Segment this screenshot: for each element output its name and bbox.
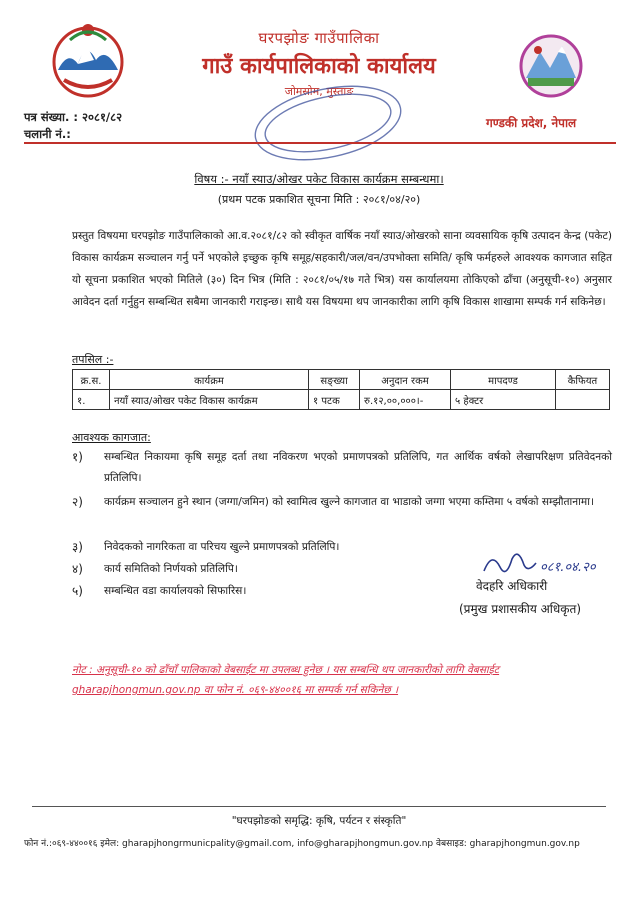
table-header-row [73, 370, 610, 390]
list-item-number: ५) [72, 584, 83, 598]
footer-motto: "घरपझोङको समृद्धि: कृषि, पर्यटन र संस्कृति" [231, 815, 407, 827]
col-criteria: मापदण्ड [451, 370, 556, 390]
col-program: कार्यक्रम [110, 370, 309, 390]
list-item-text: निवेदकको नागरिकता वा परिचय खुल्ने प्रमाणपत्रको प्रतिलिपि। [104, 541, 340, 553]
list-item-text: कार्यक्रम सञ्चालन हुने स्थान (जग्गा/जमिन) को स्वामित्व खुल्ने कागजात वा भाडाको जग्गा भएमा कम्तिमा ५ वर्षको सम्झौतानामा। [104, 496, 594, 508]
list-item [72, 537, 452, 558]
signature-icon [478, 545, 628, 581]
list-item-text: कार्य समितिको निर्णयको प्रतिलिपि। [104, 563, 238, 575]
documents-heading: आवश्यक कागजात: [72, 431, 151, 444]
col-remarks: कैफियत [556, 370, 610, 390]
list-item [72, 581, 452, 602]
list-item-number: ४) [72, 562, 83, 576]
list-item-text: सम्बन्धित निकायमा कृषि समूह दर्ता तथा नविकरण भएको प्रमाणपत्रको प्रतिलिपि, गत आर्थिक वर्षको लेखापरिक्षण प्रतिवेदनको प्रतिलिपि। [104, 451, 612, 484]
signatory-title: (प्रमुख प्रशासकीय अधिकृत) [459, 602, 582, 616]
footer-divider [32, 806, 606, 807]
table-cell [556, 390, 610, 410]
table-cell: रु.१२,००,०००।- [360, 390, 451, 410]
footnote: नोट : अनुसूची-१० को ढाँचाँ पालिकाको वेबसाईट मा उपलब्ध हुनेछ । यस सम्बन्धि थप जानकारीको लागि वेबसाईट gharapjhongmun.gov.np वा फोन नं. ०६९-४४००१६ मा सम्पर्क गर्न सकिनेछ । [72, 664, 500, 696]
table-cell: नयाँ स्याउ/ओखर पकेट विकास कार्यक्रम [110, 390, 309, 410]
list-item [72, 492, 612, 513]
list-item [72, 447, 612, 489]
program-table [72, 369, 610, 410]
table-cell: १. [73, 390, 110, 410]
office-stamp-icon [248, 78, 408, 168]
list-item [72, 559, 452, 580]
letter-number: पत्र संख्या. : २०८१/८२ [24, 110, 123, 124]
col-count: सङ्ख्या [309, 370, 360, 390]
office-address: जोमसोम, मुस्ताङ [284, 85, 354, 98]
footer-contact: फोन नं.:०६९-४४००१६ इमेल: gharapjhongrmunicpality@gmail.com, info@gharapjhongmun.gov.np वेबसाइड: gharapjhongmun.gov.np [24, 839, 580, 849]
list-item-number: २) [72, 495, 83, 509]
list-item-number: १) [72, 450, 83, 464]
signatory-name: वेदहरि अधिकारी [476, 579, 548, 593]
office-name-line2: गाउँ कार्यपालिकाको कार्यालय [202, 54, 436, 79]
subject-line: विषय :- नयाँ स्याउ/ओखर पकेट विकास कार्यक्रम सम्बन्धमा। [194, 172, 444, 186]
col-serial: क्र.स. [73, 370, 110, 390]
table-cell: ५ हेक्टर [451, 390, 556, 410]
publication-date: (प्रथम पटक प्रकाशित सूचना मिति : २०८१/०४/२०) [217, 193, 421, 206]
list-item-text: सम्बन्धित वडा कार्यालयको सिफारिस। [104, 585, 247, 597]
header-divider [24, 142, 616, 144]
office-name-line1: घरपझोङ गाउँपालिका [258, 29, 380, 47]
table-row [73, 390, 610, 410]
col-grant: अनुदान रकम [360, 370, 451, 390]
notice-body: प्रस्तुत विषयमा घरपझोङ गाउँपालिकाको आ.व.२०८१/८२ को स्वीकृत वार्षिक नयाँ स्याउ/ओखरको साना व्यवसायिक कृषि उत्पादन केन्द्र (पकेट) विकास कार्यक्रम सञ्चालन गर्नु पर्ने भएकोले इच्छुक कृषि समूह/सहकारी/जल/वन/उपभोक्ता समिति/ कृषि फर्महरुले आवश्यक कागजात सहित यो सूचना प्रकाशित भएको मितिले (३०) दिन भित्र (मिति : २०८१/०५/१७ गते भित्र) यस कार्यालयमा तोकिएको ढाँचा (अनुसूची-१०) अनुसार आवेदन दर्ता गर्नुहुन सम्बन्धित सबैमा जानकारी गराइन्छ। साथै यस विषयमा थप जानकारीका लागि कृषि विकास शाखामा सम्पर्क गर्न सकिनेछ। [72, 230, 612, 308]
list-item-number: ३) [72, 540, 83, 554]
details-heading: तपसिल :- [72, 353, 114, 366]
province-name: गण्डकी प्रदेश, नेपाल [486, 116, 577, 130]
table-cell: १ पटक [309, 390, 360, 410]
signature-date: ०८१.०४.२० [540, 560, 596, 575]
dispatch-number: चलानी नं.: [24, 127, 71, 141]
